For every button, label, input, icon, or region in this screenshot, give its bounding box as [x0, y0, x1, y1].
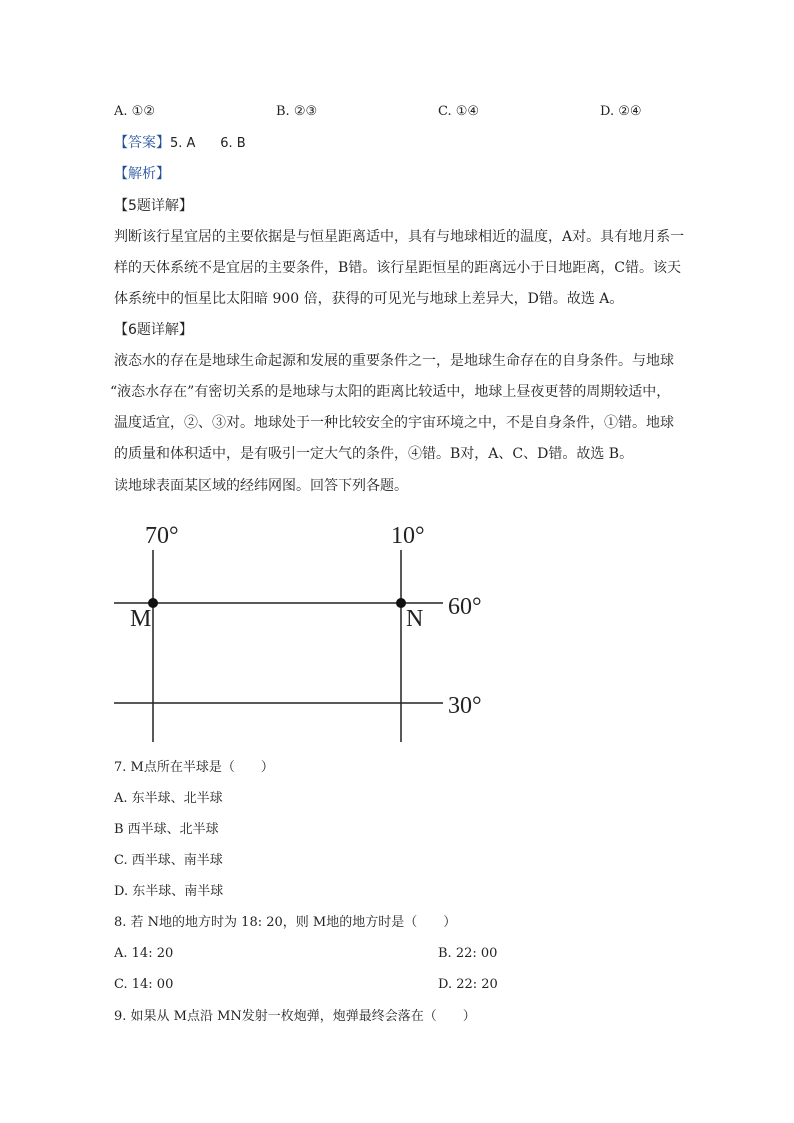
lat-label-top: 60° — [448, 594, 482, 620]
q8-stem: 8. 若 N地的地方时为 18: 20，则 M地的地方时是（ ） — [114, 915, 457, 930]
option-letter: D. — [600, 104, 615, 119]
analysis-tag: 【解析】 — [114, 166, 170, 182]
q5-detail-heading: 【5题详解】 — [114, 198, 193, 214]
map-intro: 读地球表面某区域的经纬网图。回答下列各题。 — [114, 478, 408, 494]
answer-text: 5. A 6. B — [170, 136, 246, 151]
q7-option-b: B 西半球、北半球 — [114, 822, 219, 837]
q8-option-c: C. 14: 00 — [114, 977, 174, 992]
lon-label-right: 10° — [391, 523, 425, 549]
option-letter: C. — [438, 104, 452, 119]
q5-detail-line: 体系统中的恒星比太阳暗 900 倍，获得的可见光与地球上差异大，D错。故选 A。 — [114, 291, 624, 307]
lon-label-left: 70° — [145, 523, 179, 549]
option-text: ①④ — [455, 104, 480, 119]
option-text: ①② — [131, 104, 155, 119]
answer-tag: 【答案】 — [114, 135, 170, 151]
option-text: ②④ — [618, 104, 642, 119]
q8-option-d: D. 22: 20 — [438, 977, 498, 992]
q7-option-a: A. 东半球、北半球 — [114, 791, 223, 806]
option-letter: B. — [276, 104, 290, 119]
q7-stem: 7. M点所在半球是（ ） — [114, 760, 274, 775]
q8-option-b: B. 22: 00 — [438, 946, 498, 961]
option-letter: A. — [114, 104, 128, 119]
q9-stem: 9. 如果从 M点沿 MN发射一枚炮弹，炮弹最终会落在（ ） — [114, 1009, 476, 1024]
q7-option-c: C. 西半球、南半球 — [114, 853, 223, 868]
lat-label-bottom: 30° — [448, 693, 482, 719]
point-m-label: M — [130, 606, 152, 632]
q7-option-d: D. 东半球、南半球 — [114, 884, 224, 899]
option-text: ②③ — [293, 104, 318, 119]
point-n-dot — [396, 598, 406, 608]
q6-detail-line: 温度适宜，②、③对。地球处于一种比较安全的宇宙环境之中，不是自身条件，①错。地球 — [114, 415, 674, 431]
q6-detail-line: 液态水的存在是地球生命起源和发展的重要条件之一，是地球生命存在的自身条件。与地球 — [114, 353, 674, 369]
point-n-label: N — [406, 606, 424, 632]
q5-detail-line: 判断该行星宜居的主要依据是与恒星距离适中，具有与地球相近的温度，A对。具有地月系一 — [114, 229, 685, 245]
q6-detail-heading: 【6题详解】 — [114, 322, 193, 338]
q5-detail-line: 样的天体系统不是宜居的主要条件，B错。该行星距恒星的距离远小于日地距离，C错。该天 — [114, 260, 681, 276]
q8-option-a: A. 14: 20 — [114, 946, 174, 961]
q6-detail-line: 的质量和体积适中，是有吸引一定大气的条件，④错。B对，A、C、D错。故选 B。 — [114, 446, 634, 462]
q6-detail-line: “液态水存在”有密切关系的是地球与太阳的距离比较适中，地球上昼夜更替的周期较适中， — [110, 384, 671, 400]
